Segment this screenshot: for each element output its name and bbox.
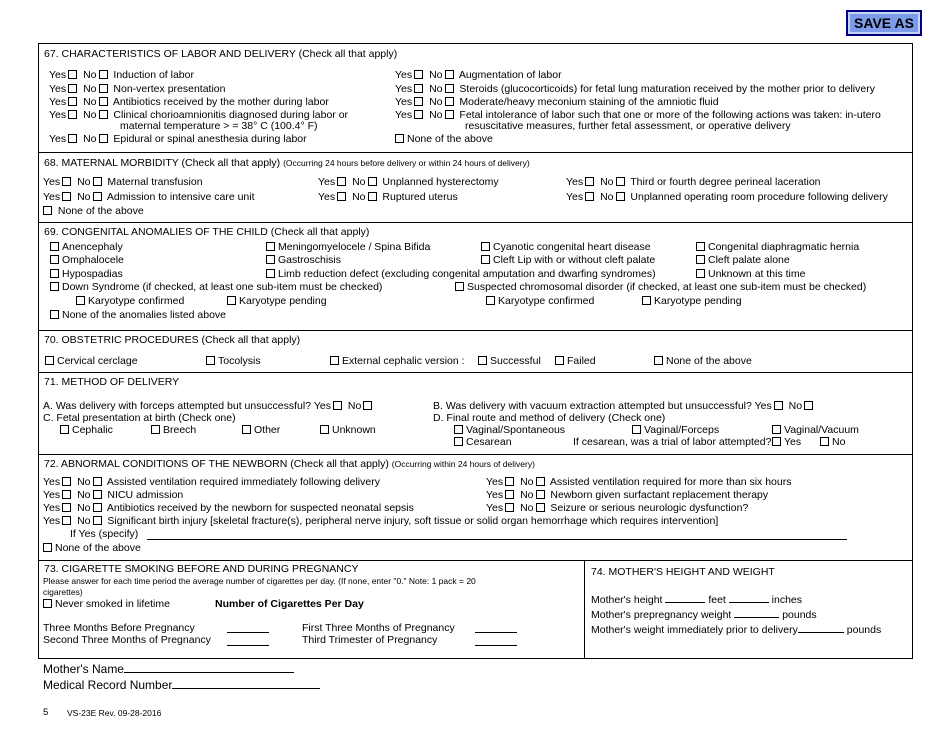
checkbox[interactable]: [696, 255, 705, 264]
checkbox[interactable]: [654, 356, 663, 365]
item-down-karyotype-confirmed[interactable]: Karyotype confirmed: [74, 295, 184, 307]
checkbox[interactable]: [481, 255, 490, 264]
checkbox[interactable]: [454, 425, 463, 434]
item-unplanned-or[interactable]: Yes No Unplanned operating room procedure following delivery: [566, 191, 888, 203]
yes-checkbox[interactable]: [62, 503, 71, 512]
no-checkbox[interactable]: [99, 97, 108, 106]
item-external-cephalic[interactable]: External cephalic version :: [328, 355, 465, 367]
checkbox[interactable]: [50, 242, 59, 251]
no-checkbox[interactable]: [93, 503, 102, 512]
option-vaginal-forceps[interactable]: Vaginal/Forceps: [630, 424, 719, 436]
no-checkbox[interactable]: [99, 134, 108, 143]
yes-checkbox[interactable]: [68, 97, 77, 106]
item-unknown-at-this-time[interactable]: Unknown at this time: [694, 268, 805, 280]
item-seizure[interactable]: Yes No Seizure or serious neurologic dysfunction?: [486, 502, 749, 514]
option-vaginal-spontaneous[interactable]: Vaginal/Spontaneous: [452, 424, 565, 436]
checkbox[interactable]: [43, 599, 52, 608]
period-three-months-before: Three Months Before Pregnancy: [43, 622, 195, 634]
smoking-note-cont: cigarettes): [43, 587, 83, 597]
yes-checkbox[interactable]: [68, 84, 77, 93]
trial-yes[interactable]: Yes: [770, 436, 801, 448]
checkbox[interactable]: [395, 134, 404, 143]
yes-checkbox[interactable]: [337, 192, 346, 201]
final-route-label: D. Final route and method of delivery (Check one): [433, 412, 666, 424]
height-feet-input[interactable]: [665, 602, 705, 603]
item-assisted-ventilation-immediate[interactable]: Yes No Assisted ventilation required immediately following delivery: [43, 476, 380, 488]
cigarettes-input-first[interactable]: [475, 632, 517, 633]
yes-checkbox[interactable]: [505, 503, 514, 512]
item-diaphragmatic-hernia[interactable]: Congenital diaphragmatic hernia: [694, 241, 859, 253]
cigarettes-input-third[interactable]: [475, 645, 517, 646]
checkbox[interactable]: [50, 255, 59, 264]
no-checkbox[interactable]: [445, 84, 454, 93]
no-checkbox[interactable]: [93, 477, 102, 486]
yes-checkbox[interactable]: [414, 110, 423, 119]
section-72-title: 72. ABNORMAL CONDITIONS OF THE NEWBORN (Check all that apply) (Occurring within 24 hours of delivery): [44, 458, 535, 470]
mother-height-row: Mother's height feet inches: [591, 594, 803, 606]
checkbox[interactable]: [242, 425, 251, 434]
yes-checkbox[interactable]: [337, 177, 346, 186]
item-chrom-karyotype-pending[interactable]: Karyotype pending: [640, 295, 742, 307]
yes-checkbox[interactable]: [414, 84, 423, 93]
no-checkbox[interactable]: [93, 490, 102, 499]
item-meconium[interactable]: Yes No Moderate/heavy meconium staining of the amniotic fluid: [395, 96, 719, 108]
yes-checkbox[interactable]: [62, 177, 71, 186]
mothers-name-input[interactable]: [124, 672, 294, 673]
checkbox[interactable]: [151, 425, 160, 434]
no-checkbox[interactable]: [99, 110, 108, 119]
checkbox[interactable]: [772, 425, 781, 434]
checkbox[interactable]: [266, 255, 275, 264]
medical-record-row: Medical Record Number: [43, 678, 320, 692]
trial-of-labor-question: If cesarean, was a trial of labor attempted?: [573, 436, 772, 448]
no-checkbox[interactable]: [445, 110, 454, 119]
item-epidural[interactable]: Yes No Epidural or spinal anesthesia during labor: [49, 133, 307, 145]
item-augmentation[interactable]: Yes No Augmentation of labor: [395, 69, 562, 81]
item-induction[interactable]: Yes No Induction of labor: [49, 69, 194, 81]
delivery-weight-input[interactable]: [798, 632, 844, 633]
item-cleft-palate[interactable]: Cleft palate alone: [694, 254, 790, 266]
checkbox[interactable]: [632, 425, 641, 434]
item-perineal-laceration[interactable]: Yes No Third or fourth degree perineal laceration: [566, 176, 821, 188]
item-chrom-karyotype-confirmed[interactable]: Karyotype confirmed: [484, 295, 594, 307]
checkbox[interactable]: [50, 282, 59, 291]
item-none-72[interactable]: None of the above: [41, 542, 141, 554]
period-third-trimester: Third Trimester of Pregnancy: [302, 634, 438, 646]
item-gastroschisis[interactable]: Gastroschisis: [264, 254, 341, 266]
checkbox[interactable]: [330, 356, 339, 365]
checkbox[interactable]: [43, 206, 52, 215]
no-checkbox[interactable]: [368, 192, 377, 201]
item-steroids[interactable]: Yes No Steroids (glucocorticoids) for fetal lung maturation received by the mother prior to delivery: [395, 83, 875, 95]
section-73-title: 73. CIGARETTE SMOKING BEFORE AND DURING PREGNANCY: [44, 563, 359, 575]
period-second-three-months: Second Three Months of Pregnancy: [43, 634, 211, 646]
fetal-presentation-label: C. Fetal presentation at birth (Check one): [43, 412, 236, 424]
item-fetal-intolerance-cont: resuscitative measures, further fetal assessment, or operative delivery: [465, 120, 791, 132]
mothers-name-row: Mother's Name: [43, 662, 294, 676]
yes-checkbox[interactable]: [68, 110, 77, 119]
no-checkbox[interactable]: [93, 177, 102, 186]
option-cephalic[interactable]: Cephalic: [58, 424, 113, 436]
page-number: 5: [43, 707, 49, 718]
item-omphalocele[interactable]: Omphalocele: [48, 254, 124, 266]
yes-checkbox[interactable]: [333, 401, 342, 410]
item-down-syndrome[interactable]: Down Syndrome (if checked, at least one sub-item must be checked): [48, 281, 382, 293]
no-checkbox[interactable]: [445, 70, 454, 79]
item-chorioamnionitis-cont: maternal temperature > = 38° C (100.4° F): [120, 120, 318, 132]
checkbox[interactable]: [60, 425, 69, 434]
item-cyanotic[interactable]: Cyanotic congenital heart disease: [479, 241, 651, 253]
section-67-title: 67. CHARACTERISTICS OF LABOR AND DELIVERY (Check all that apply): [44, 48, 398, 60]
section-divider: [584, 560, 585, 659]
checkbox[interactable]: [454, 437, 463, 446]
yes-checkbox[interactable]: [62, 477, 71, 486]
item-ruptured-uterus[interactable]: Yes No Ruptured uterus: [318, 191, 458, 203]
yes-checkbox[interactable]: [62, 192, 71, 201]
item-antibiotics-mother[interactable]: Yes No Antibiotics received by the mother during labor: [49, 96, 329, 108]
no-checkbox[interactable]: [368, 177, 377, 186]
option-other[interactable]: Other: [240, 424, 280, 436]
no-checkbox[interactable]: [99, 84, 108, 93]
item-none-70[interactable]: None of the above: [652, 355, 752, 367]
prepregnancy-weight-row: Mother's prepregnancy weight pounds: [591, 609, 817, 621]
section-69-title: 69. CONGENITAL ANOMALIES OF THE CHILD (Check all that apply): [44, 226, 370, 238]
no-checkbox[interactable]: [536, 503, 545, 512]
section-70-title: 70. OBSTETRIC PROCEDURES (Check all that apply): [44, 334, 301, 346]
delivery-weight-row: Mother's weight immediately prior to delivery pounds: [591, 624, 882, 636]
section-74-title: 74. MOTHER'S HEIGHT AND WEIGHT: [591, 566, 775, 578]
cigarettes-header: Number of Cigarettes Per Day: [215, 598, 364, 610]
option-cesarean[interactable]: Cesarean: [452, 436, 512, 448]
yes-checkbox[interactable]: [414, 70, 423, 79]
checkbox[interactable]: [455, 282, 464, 291]
yes-checkbox[interactable]: [414, 97, 423, 106]
item-tocolysis[interactable]: Tocolysis: [204, 355, 261, 367]
yes-checkbox[interactable]: [68, 134, 77, 143]
checkbox[interactable]: [206, 356, 215, 365]
item-icu-admission[interactable]: Yes No Admission to intensive care unit: [43, 191, 255, 203]
prepregnancy-weight-input[interactable]: [734, 617, 779, 618]
specify-label: If Yes (specify): [70, 528, 139, 540]
item-chorioamnionitis[interactable]: Yes No Clinical chorioamnionitis diagnosed during labor or: [49, 109, 349, 121]
checkbox[interactable]: [642, 296, 651, 305]
yes-checkbox[interactable]: [505, 490, 514, 499]
checkbox[interactable]: [50, 269, 59, 278]
checkbox[interactable]: [481, 242, 490, 251]
checkbox[interactable]: [486, 296, 495, 305]
item-fetal-intolerance[interactable]: Yes No Fetal intolerance of labor such that one or more of the following actions was taken: in-utero: [395, 109, 881, 121]
item-meningomyelocele[interactable]: Meningomyelocele / Spina Bifida: [264, 241, 430, 253]
checkbox[interactable]: [43, 543, 52, 552]
checkbox[interactable]: [820, 437, 829, 446]
period-first-three-months: First Three Months of Pregnancy: [302, 622, 455, 634]
item-nicu-admission[interactable]: Yes No NICU admission: [43, 489, 184, 501]
item-never-smoked[interactable]: Never smoked in lifetime: [41, 598, 170, 610]
item-none-67[interactable]: None of the above: [393, 133, 493, 145]
item-failed[interactable]: Failed: [553, 355, 596, 367]
item-birth-injury[interactable]: Yes No Significant birth injury [skeletal fracture(s), peripheral nerve injury, soft tissue or solid organ hemorrhage which requires intervention]: [43, 515, 719, 527]
item-hypospadias[interactable]: Hypospadias: [48, 268, 123, 280]
checkbox[interactable]: [50, 310, 59, 319]
no-checkbox[interactable]: [536, 477, 545, 486]
item-cleft-lip[interactable]: Cleft Lip with or without cleft palate: [479, 254, 655, 266]
save-as-button[interactable]: SAVE AS: [846, 10, 922, 36]
no-checkbox[interactable]: [93, 516, 102, 525]
checkbox[interactable]: [772, 437, 781, 446]
form-revision: VS-23E Rev. 09-28-2016: [67, 708, 162, 718]
item-none-69[interactable]: None of the anomalies listed above: [48, 309, 226, 321]
option-vaginal-vacuum[interactable]: Vaginal/Vacuum: [770, 424, 859, 436]
checkbox[interactable]: [696, 242, 705, 251]
item-limb-reduction[interactable]: Limb reduction defect (excluding congenital amputation and dwarfing syndromes): [264, 268, 656, 280]
item-anencephaly[interactable]: Anencephaly: [48, 241, 123, 253]
option-breech[interactable]: Breech: [149, 424, 196, 436]
item-down-karyotype-pending[interactable]: Karyotype pending: [225, 295, 327, 307]
checkbox[interactable]: [478, 356, 487, 365]
checkbox[interactable]: [555, 356, 564, 365]
section-68-title: 68. MATERNAL MORBIDITY (Check all that apply) (Occurring 24 hours before delivery or within 24 hours of delivery): [44, 157, 530, 169]
height-inches-input[interactable]: [729, 602, 769, 603]
yes-checkbox[interactable]: [585, 177, 594, 186]
yes-checkbox[interactable]: [62, 516, 71, 525]
no-checkbox[interactable]: [616, 192, 625, 201]
item-surfactant[interactable]: Yes No Newborn given surfactant replacement therapy: [486, 489, 769, 501]
item-hysterectomy[interactable]: Yes No Unplanned hysterectomy: [318, 176, 499, 188]
yes-checkbox[interactable]: [68, 70, 77, 79]
no-checkbox[interactable]: [536, 490, 545, 499]
checkbox[interactable]: [227, 296, 236, 305]
forceps-question: A. Was delivery with forceps attempted but unsuccessful? Yes No: [43, 400, 375, 412]
checkbox[interactable]: [266, 269, 275, 278]
no-checkbox[interactable]: [804, 401, 813, 410]
checkbox[interactable]: [696, 269, 705, 278]
no-checkbox[interactable]: [93, 192, 102, 201]
trial-no[interactable]: No: [818, 436, 845, 448]
yes-checkbox[interactable]: [585, 192, 594, 201]
cigarettes-input-before[interactable]: [227, 632, 269, 633]
item-cerclage[interactable]: Cervical cerclage: [43, 355, 138, 367]
checkbox[interactable]: [266, 242, 275, 251]
section-71-title: 71. METHOD OF DELIVERY: [44, 376, 180, 388]
vacuum-question: B. Was delivery with vacuum extraction attempted but unsuccessful? Yes No: [433, 400, 816, 412]
no-checkbox[interactable]: [445, 97, 454, 106]
yes-checkbox[interactable]: [62, 490, 71, 499]
item-non-vertex[interactable]: Yes No Non-vertex presentation: [49, 83, 226, 95]
checkbox[interactable]: [45, 356, 54, 365]
item-none-68[interactable]: None of the above: [41, 205, 144, 217]
no-checkbox[interactable]: [616, 177, 625, 186]
item-ventilation-six-hours[interactable]: Yes No Assisted ventilation required for more than six hours: [486, 476, 792, 488]
item-successful[interactable]: Successful: [476, 355, 541, 367]
item-chromosomal-disorder[interactable]: Suspected chromosomal disorder (if checked, at least one sub-item must be checked): [453, 281, 866, 293]
smoking-note: Please answer for each time period the average number of cigarettes per day. (If none, enter "0." Note: 1 pack = 20: [43, 576, 476, 586]
cigarettes-input-second[interactable]: [227, 645, 269, 646]
item-antibiotics-newborn[interactable]: Yes No Antibiotics received by the newborn for suspected neonatal sepsis: [43, 502, 414, 514]
medical-record-input[interactable]: [172, 688, 320, 689]
no-checkbox[interactable]: [99, 70, 108, 79]
item-maternal-transfusion[interactable]: Yes No Maternal transfusion: [43, 176, 203, 188]
checkbox[interactable]: [76, 296, 85, 305]
checkbox[interactable]: [320, 425, 329, 434]
option-unknown[interactable]: Unknown: [318, 424, 376, 436]
no-checkbox[interactable]: [363, 401, 372, 410]
yes-checkbox[interactable]: [774, 401, 783, 410]
yes-checkbox[interactable]: [505, 477, 514, 486]
specify-input[interactable]: [147, 539, 847, 540]
